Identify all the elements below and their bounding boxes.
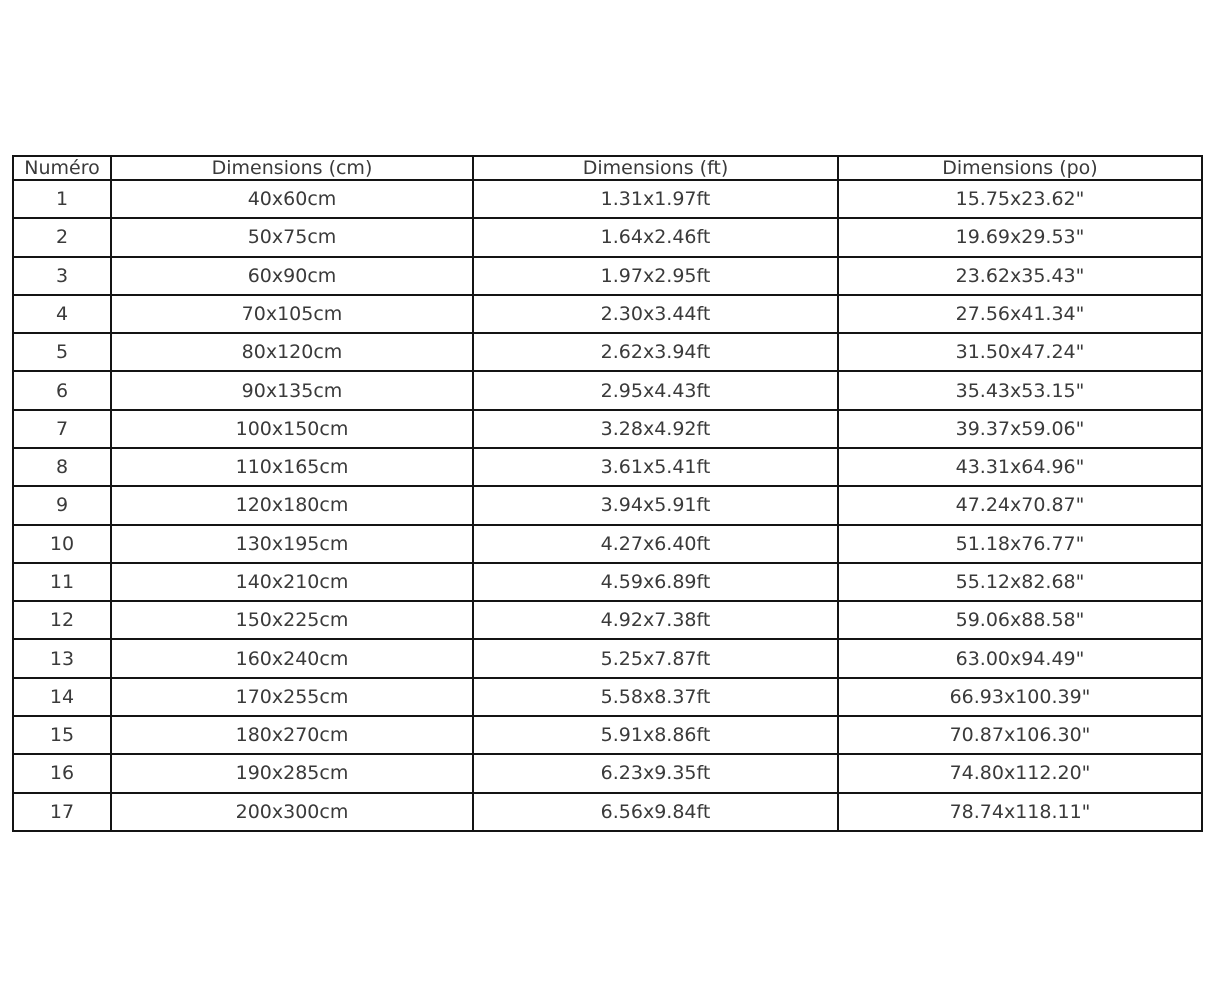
cell-dimensions-po: 47.24x70.87" xyxy=(838,486,1202,524)
cell-dimensions-cm: 110x165cm xyxy=(111,448,473,486)
cell-dimensions-cm: 90x135cm xyxy=(111,371,473,409)
cell-numero: 13 xyxy=(13,639,111,677)
table-row xyxy=(13,601,1202,639)
cell-dimensions-ft: 5.91x8.86ft xyxy=(473,716,838,754)
cell-numero: 6 xyxy=(13,371,111,409)
cell-dimensions-po: 74.80x112.20" xyxy=(838,754,1202,792)
cell-dimensions-po: 66.93x100.39" xyxy=(838,678,1202,716)
cell-dimensions-po: 31.50x47.24" xyxy=(838,333,1202,371)
column-header-numero: Numéro xyxy=(13,156,111,180)
cell-numero: 1 xyxy=(13,180,111,218)
cell-numero: 9 xyxy=(13,486,111,524)
table-row xyxy=(13,333,1202,371)
cell-numero: 8 xyxy=(13,448,111,486)
cell-dimensions-po: 27.56x41.34" xyxy=(838,295,1202,333)
cell-dimensions-ft: 6.23x9.35ft xyxy=(473,754,838,792)
cell-dimensions-po: 23.62x35.43" xyxy=(838,257,1202,295)
cell-dimensions-po: 59.06x88.58" xyxy=(838,601,1202,639)
cell-dimensions-cm: 150x225cm xyxy=(111,601,473,639)
cell-dimensions-ft: 5.25x7.87ft xyxy=(473,639,838,677)
cell-dimensions-ft: 1.97x2.95ft xyxy=(473,257,838,295)
cell-dimensions-ft: 6.56x9.84ft xyxy=(473,793,838,832)
cell-dimensions-po: 55.12x82.68" xyxy=(838,563,1202,601)
cell-dimensions-cm: 120x180cm xyxy=(111,486,473,524)
cell-dimensions-po: 70.87x106.30" xyxy=(838,716,1202,754)
cell-numero: 16 xyxy=(13,754,111,792)
cell-dimensions-po: 19.69x29.53" xyxy=(838,218,1202,256)
cell-dimensions-ft: 1.31x1.97ft xyxy=(473,180,838,218)
cell-dimensions-po: 39.37x59.06" xyxy=(838,410,1202,448)
table-row xyxy=(13,410,1202,448)
cell-dimensions-ft: 3.94x5.91ft xyxy=(473,486,838,524)
table-row xyxy=(13,639,1202,677)
table-row xyxy=(13,486,1202,524)
cell-dimensions-ft: 5.58x8.37ft xyxy=(473,678,838,716)
cell-dimensions-cm: 70x105cm xyxy=(111,295,473,333)
cell-dimensions-cm: 160x240cm xyxy=(111,639,473,677)
table-row xyxy=(13,371,1202,409)
table-row xyxy=(13,754,1202,792)
column-header-dimensions-ft: Dimensions (ft) xyxy=(473,156,838,180)
cell-dimensions-po: 63.00x94.49" xyxy=(838,639,1202,677)
column-header-dimensions-po: Dimensions (po) xyxy=(838,156,1202,180)
cell-numero: 17 xyxy=(13,793,111,832)
size-conversion-table-container xyxy=(12,155,1201,832)
table-row xyxy=(13,793,1202,832)
table-row xyxy=(13,678,1202,716)
cell-dimensions-cm: 170x255cm xyxy=(111,678,473,716)
cell-dimensions-cm: 50x75cm xyxy=(111,218,473,256)
cell-numero: 3 xyxy=(13,257,111,295)
table-row xyxy=(13,295,1202,333)
cell-dimensions-po: 78.74x118.11" xyxy=(838,793,1202,832)
column-header-dimensions-cm: Dimensions (cm) xyxy=(111,156,473,180)
cell-dimensions-ft: 3.28x4.92ft xyxy=(473,410,838,448)
cell-dimensions-cm: 140x210cm xyxy=(111,563,473,601)
header-row xyxy=(13,156,1202,180)
cell-dimensions-cm: 180x270cm xyxy=(111,716,473,754)
cell-dimensions-ft: 2.30x3.44ft xyxy=(473,295,838,333)
table-row xyxy=(13,180,1202,218)
cell-numero: 10 xyxy=(13,525,111,563)
cell-dimensions-ft: 4.59x6.89ft xyxy=(473,563,838,601)
cell-numero: 2 xyxy=(13,218,111,256)
cell-dimensions-cm: 40x60cm xyxy=(111,180,473,218)
cell-dimensions-cm: 190x285cm xyxy=(111,754,473,792)
cell-numero: 14 xyxy=(13,678,111,716)
cell-numero: 7 xyxy=(13,410,111,448)
cell-dimensions-cm: 130x195cm xyxy=(111,525,473,563)
cell-dimensions-cm: 60x90cm xyxy=(111,257,473,295)
cell-dimensions-ft: 2.95x4.43ft xyxy=(473,371,838,409)
cell-dimensions-ft: 4.92x7.38ft xyxy=(473,601,838,639)
cell-numero: 4 xyxy=(13,295,111,333)
cell-dimensions-ft: 2.62x3.94ft xyxy=(473,333,838,371)
table-row xyxy=(13,257,1202,295)
cell-dimensions-cm: 200x300cm xyxy=(111,793,473,832)
size-conversion-table xyxy=(12,155,1203,832)
cell-dimensions-cm: 80x120cm xyxy=(111,333,473,371)
cell-dimensions-ft: 3.61x5.41ft xyxy=(473,448,838,486)
cell-dimensions-po: 43.31x64.96" xyxy=(838,448,1202,486)
table-row xyxy=(13,716,1202,754)
cell-dimensions-po: 51.18x76.77" xyxy=(838,525,1202,563)
cell-dimensions-cm: 100x150cm xyxy=(111,410,473,448)
cell-dimensions-po: 35.43x53.15" xyxy=(838,371,1202,409)
cell-numero: 11 xyxy=(13,563,111,601)
table-row xyxy=(13,525,1202,563)
cell-dimensions-ft: 1.64x2.46ft xyxy=(473,218,838,256)
cell-numero: 5 xyxy=(13,333,111,371)
cell-numero: 12 xyxy=(13,601,111,639)
cell-dimensions-po: 15.75x23.62" xyxy=(838,180,1202,218)
cell-numero: 15 xyxy=(13,716,111,754)
table-row xyxy=(13,448,1202,486)
table-row xyxy=(13,218,1202,256)
cell-dimensions-ft: 4.27x6.40ft xyxy=(473,525,838,563)
table-row xyxy=(13,563,1202,601)
